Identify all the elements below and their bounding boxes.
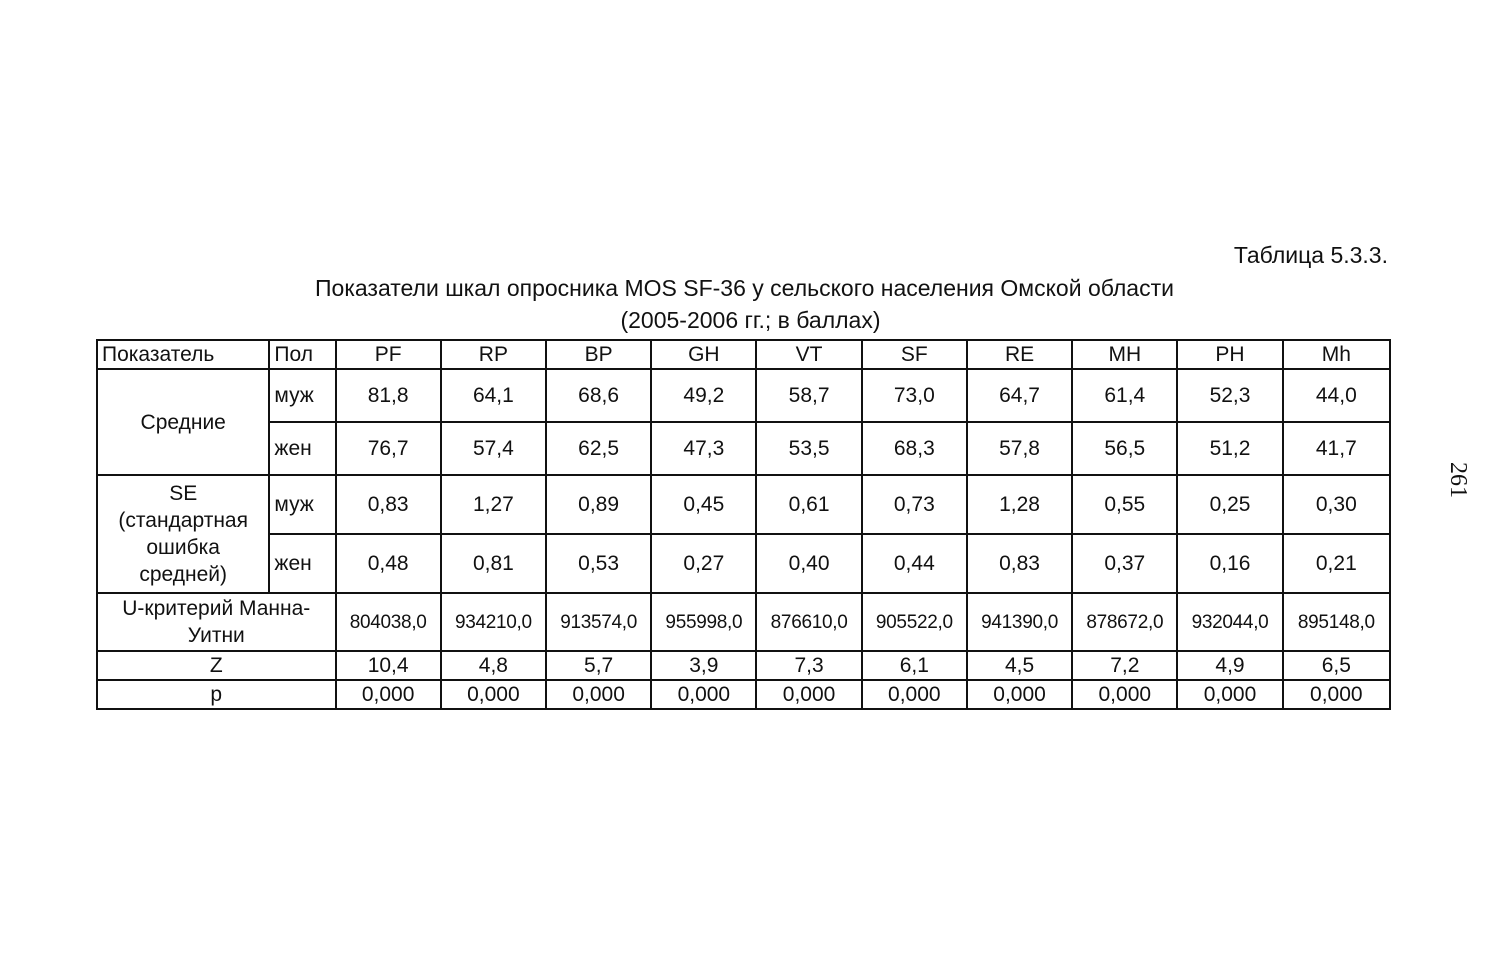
u-test-label-line: Уитни — [187, 624, 245, 647]
header-scale: PH — [1177, 340, 1282, 369]
se-label-line: средней) — [139, 563, 228, 586]
value-cell: 4,9 — [1177, 651, 1282, 680]
u-test-row — [97, 593, 1390, 651]
value-cell: 804038,0 — [336, 593, 441, 651]
u-test-label — [97, 593, 336, 651]
value-cell: 0,55 — [1072, 475, 1177, 534]
value-cell: 73,0 — [862, 369, 967, 422]
z-label: Z — [97, 651, 336, 680]
header-row — [97, 340, 1390, 369]
z-row — [97, 651, 1390, 680]
value-cell: 0,000 — [756, 680, 861, 709]
value-cell: 61,4 — [1072, 369, 1177, 422]
value-cell: 44,0 — [1283, 369, 1390, 422]
means-female-row — [97, 422, 1390, 475]
page-number: 261 — [1445, 462, 1471, 498]
value-cell: 64,1 — [441, 369, 546, 422]
value-cell: 0,000 — [862, 680, 967, 709]
value-cell: 895148,0 — [1283, 593, 1390, 651]
value-cell: 0,000 — [967, 680, 1072, 709]
value-cell: 68,3 — [862, 422, 967, 475]
value-cell: 47,3 — [651, 422, 756, 475]
se-label-line: ошибка — [146, 536, 220, 559]
value-cell: 934210,0 — [441, 593, 546, 651]
u-test-label-line: U-критерий Манна- — [122, 597, 311, 620]
value-cell: 905522,0 — [862, 593, 967, 651]
se-label — [97, 475, 269, 593]
value-cell: 7,3 — [756, 651, 861, 680]
value-cell: 0,000 — [441, 680, 546, 709]
value-cell: 0,000 — [1177, 680, 1282, 709]
value-cell: 5,7 — [546, 651, 651, 680]
value-cell: 0,25 — [1177, 475, 1282, 534]
value-cell: 0,83 — [336, 475, 441, 534]
header-scale: RP — [441, 340, 546, 369]
value-cell: 0,21 — [1283, 534, 1390, 593]
means-label: Средние — [97, 369, 269, 475]
value-cell: 53,5 — [756, 422, 861, 475]
value-cell: 0,000 — [1283, 680, 1390, 709]
value-cell: 0,53 — [546, 534, 651, 593]
value-cell: 3,9 — [651, 651, 756, 680]
se-female-row — [97, 534, 1390, 593]
value-cell: 64,7 — [967, 369, 1072, 422]
header-scale: PF — [336, 340, 441, 369]
sf36-scores-table — [96, 339, 1391, 710]
value-cell: 10,4 — [336, 651, 441, 680]
table-title — [0, 272, 1501, 336]
value-cell: 0,83 — [967, 534, 1072, 593]
header-scale: GH — [651, 340, 756, 369]
header-scale: SF — [862, 340, 967, 369]
value-cell: 0,61 — [756, 475, 861, 534]
value-cell: 878672,0 — [1072, 593, 1177, 651]
value-cell: 876610,0 — [756, 593, 861, 651]
value-cell: 0,000 — [546, 680, 651, 709]
value-cell: 1,28 — [967, 475, 1072, 534]
value-cell: 941390,0 — [967, 593, 1072, 651]
value-cell: 0,000 — [336, 680, 441, 709]
se-label-line: (стандартная — [118, 509, 248, 532]
value-cell: 56,5 — [1072, 422, 1177, 475]
value-cell: 76,7 — [336, 422, 441, 475]
se-label-line: SE — [169, 482, 198, 505]
means-male-row — [97, 369, 1390, 422]
value-cell: 52,3 — [1177, 369, 1282, 422]
header-sex: Пол — [269, 340, 335, 369]
value-cell: 0,000 — [1072, 680, 1177, 709]
value-cell: 68,6 — [546, 369, 651, 422]
p-label: p — [97, 680, 336, 709]
header-indicator: Показатель — [97, 340, 269, 369]
value-cell: 0,000 — [651, 680, 756, 709]
value-cell: 0,30 — [1283, 475, 1390, 534]
header-scale: BP — [546, 340, 651, 369]
value-cell: 57,8 — [967, 422, 1072, 475]
sex-cell: муж — [269, 369, 335, 422]
value-cell: 0,45 — [651, 475, 756, 534]
value-cell: 81,8 — [336, 369, 441, 422]
sex-cell: жен — [269, 534, 335, 593]
value-cell: 0,73 — [862, 475, 967, 534]
value-cell: 0,44 — [862, 534, 967, 593]
value-cell: 0,37 — [1072, 534, 1177, 593]
header-scale: Mh — [1283, 340, 1390, 369]
value-cell: 0,40 — [756, 534, 861, 593]
p-row — [97, 680, 1390, 709]
value-cell: 1,27 — [441, 475, 546, 534]
table-title-line-2: (2005-2006 гг.; в баллах) — [620, 307, 881, 333]
value-cell: 0,27 — [651, 534, 756, 593]
value-cell: 62,5 — [546, 422, 651, 475]
value-cell: 51,2 — [1177, 422, 1282, 475]
value-cell: 0,48 — [336, 534, 441, 593]
sex-cell: жен — [269, 422, 335, 475]
header-scale: MH — [1072, 340, 1177, 369]
table-title-line-1: Показатели шкал опросника MOS SF-36 у сельского населения Омской области — [315, 275, 1174, 301]
value-cell: 913574,0 — [546, 593, 651, 651]
header-scale: RE — [967, 340, 1072, 369]
table-number-label: Таблица 5.3.3. — [1233, 242, 1388, 268]
header-scale: VT — [756, 340, 861, 369]
value-cell: 41,7 — [1283, 422, 1390, 475]
value-cell: 57,4 — [441, 422, 546, 475]
value-cell: 6,5 — [1283, 651, 1390, 680]
value-cell: 58,7 — [756, 369, 861, 422]
se-male-row — [97, 475, 1390, 534]
value-cell: 0,89 — [546, 475, 651, 534]
value-cell: 49,2 — [651, 369, 756, 422]
value-cell: 4,5 — [967, 651, 1072, 680]
sex-cell: муж — [269, 475, 335, 534]
value-cell: 4,8 — [441, 651, 546, 680]
value-cell: 955998,0 — [651, 593, 756, 651]
value-cell: 6,1 — [862, 651, 967, 680]
value-cell: 7,2 — [1072, 651, 1177, 680]
value-cell: 0,16 — [1177, 534, 1282, 593]
value-cell: 0,81 — [441, 534, 546, 593]
value-cell: 932044,0 — [1177, 593, 1282, 651]
